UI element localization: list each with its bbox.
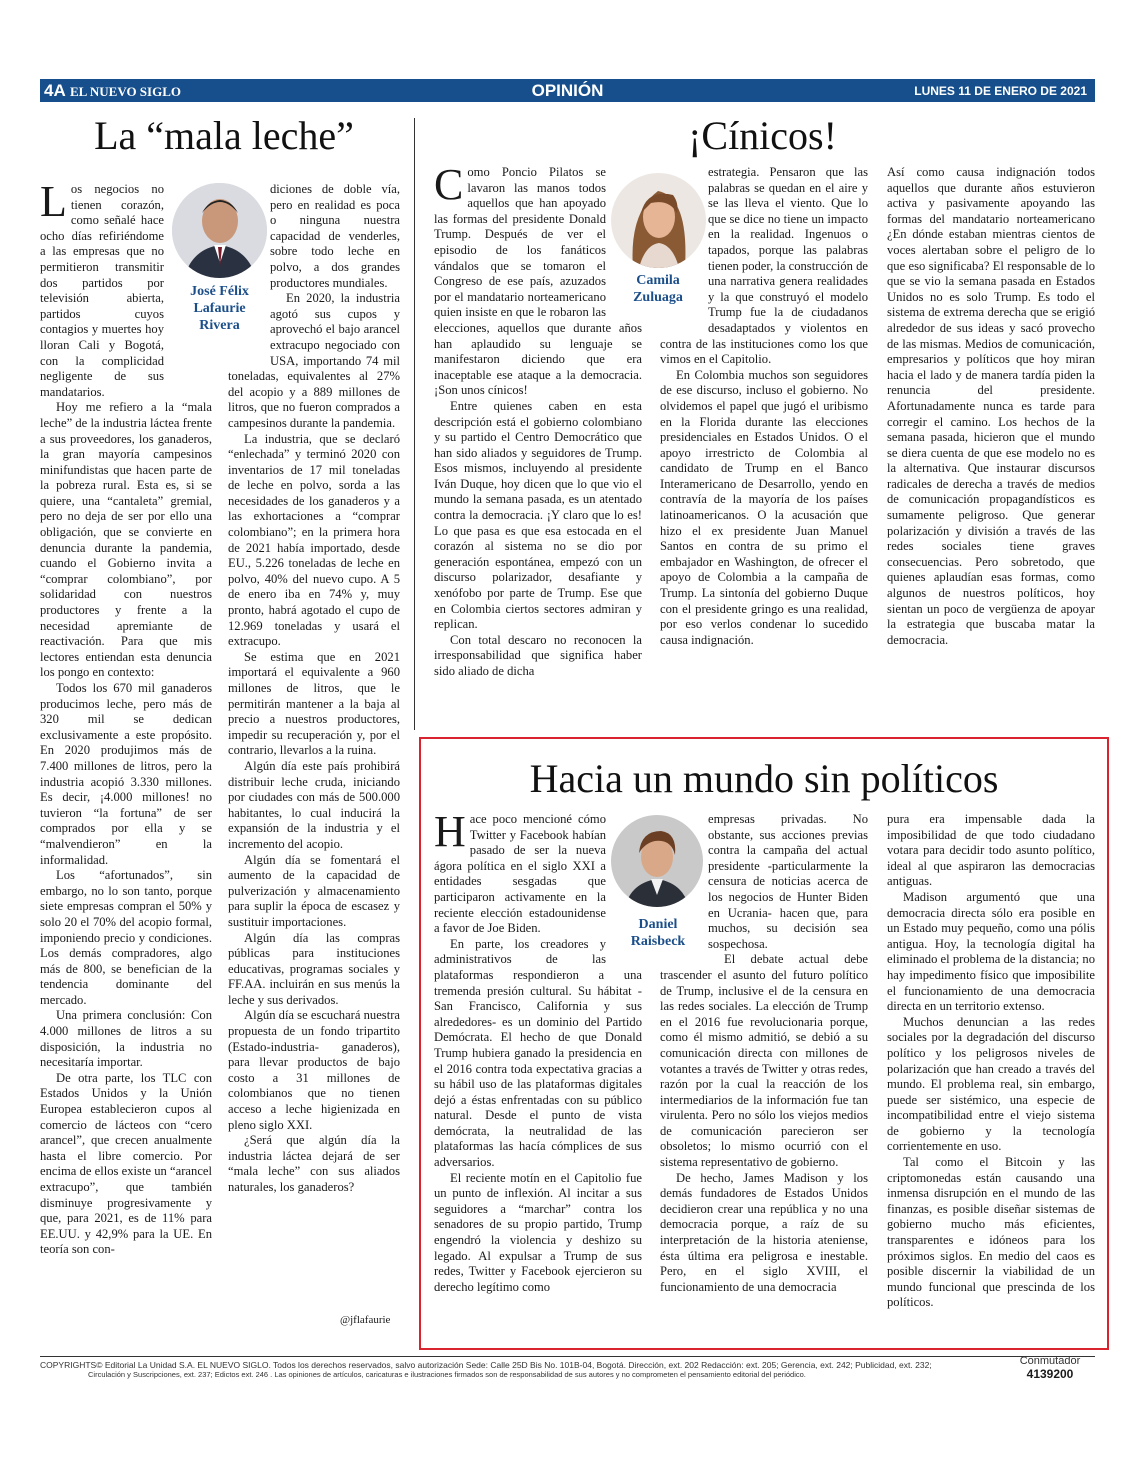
paragraph: En Colombia muchos son seguidores de ese discurso, incluso el gobierno. No olvidemos el papel que jugó el uribismo en la Florida durante las elecciones presidenciales en Estados Unidos. O el apoyo irrestricto de Colombia al candidato de Trump en el Banco Interamericano de Desarrollo, yendo en contravía de la mayoría de los países latinoamericanos. O la acusación que hizo el ex presidente Juan Manuel Santos en contra de su primo el embajador en Washington, de ofrecer el apoyo de Colombia a la campaña de Trump. La sintonía del gobierno Duque con el presidente gringo es una realidad, por eso verlos condenar lo sucedido causa indignación. [660, 367, 868, 647]
paragraph: Como Poncio Pilatos se lavaron las manos todos aquellos que han apoyado las formas del presidente Donald Trump. Después de ver el episodio de los fanáticos vándalos que se tomaron el Congreso de ese país, azuzados por el mandatario norteamericano quien insiste en que le robaron las elecciones, aquellos que durante años han aplaudido su lenguaje se manifestaron diciendo que era inaceptable ese ataque a la democracia. ¡Son unos cínicos! [434, 165, 642, 398]
paragraph: Entre quienes caben en esta descripción está el gobierno colombiano y su partido el Centro Democrático que han sido aliados y seguidores de Trump. Esos mismos, incluyendo al presidente Iván Duque, hoy dicen que lo que vio el mundo la semana pasada, es un atentado contra la democracia. ¡Y claro que lo es! Lo que pasa es que esa estocada en el corazón al sistema no se dio por generación espontánea, empezó con un discurso polarizador, desafiante y xenófobo por parte de Trump. Ese que en Colombia ciertos sectores admiran y replican. [434, 398, 642, 632]
section-title: OPINIÓN [531, 81, 604, 100]
paragraph: La industria, que se declaró “enlechada” y terminó 2020 con inventarios de 17 mil toneladas de leche en polvo, sorda a las necesidades de los ganaderos y a las exhortaciones a “comprar colombiano”; en la primera hora de 2021 había importado, desde EU., 5.226 toneladas de leche en polvo, 40% del nuevo cupo. A 5 de enero iba en 74% y, muy pronto, habrá agotado el cupo de 12.969 toneladas y usará el extracupo. [228, 431, 400, 649]
article-3-column-3 [887, 812, 1095, 1332]
paragraph: En 2020, la industria agotó sus cupos y aprovechó el bajo arancel extracupo negociado con USA, importando 74 mil toneladas, equivalentes al 27% del acopio y a 889 millones de litros, que no fueron comprados a campesinos durante la pandemia. [228, 291, 400, 430]
paragraph: Así como causa indignación todos aquellos que durante años estuvieron activa y pasivamente apoyando las formas del mandatario norteamericano ¿En dónde estaban mientras cientos de voces alertaban sobre el peligro de lo que eso significaba? El responsable de lo que se vio la semana pasada en Estados Unidos no es solo Trump. Es todo el sistema de extrema derecha que se erigió alrededor de sus ideas y sacó provecho de las mismas. Medios de comunicación, empresarios y políticos que hoy miran hacia el lado y de manera tardía piden la renuncia del presidente. Afortunadamente nunca es tarde para corregir el camino. Los hechos de la semana pasada, hicieron que el mundo se diera cuenta de que ese modelo no es la alternativa. Que instaurar discursos radicales de derecha a través de medios de comunicación propagandísticos es sumamente peligroso. Que generar polarización y división a través de las redes sociales tiene graves consecuencias. Pero sobretodo, que quienes aplaudían esas formas, como algunos de nuestros políticos, hoy sientan un poco de vergüenza de apoyar la estrategia que buscaba matar la democracia. [887, 165, 1095, 647]
paragraph: Hace poco mencioné cómo Twitter y Facebook habían pasado de ser la nueva ágora política en el siglo XXI a entidades sesgadas que participaron activamente en la reciente elección estadounidense a favor de Joe Biden. [434, 812, 606, 936]
paragraph: De hecho, James Madison y los demás fundadores de Estados Unidos decidieron crear una república y no una democracia porque, a raíz de su interpretación de la historia ateniense, ésta última era peligrosa e inestable. Pero, en el siglo XVIII, el funcionamiento de una democracia [660, 1170, 868, 1294]
paragraph: Algún día las compras públicas para instituciones educativas, programas sociales y FF.AA. incluirán en sus menús la leche y sus derivados. [228, 930, 400, 1007]
footer-rule [40, 1356, 1095, 1357]
paragraph: Todos los 670 mil ganaderos producimos leche, pero más de 320 mil se dedican exclusivamente a este propósito. En 2020 produjimos más de 7.400 millones de litros, pero la industria acopió 3.330 millones. Es decir, ¡4.000 millones! no tuvieron “la fortuna” de ser comprados por ella y se “malvendieron” en la informalidad. [40, 681, 212, 867]
paragraph: Algún día este país prohibirá distribuir leche cruda, iniciando por ciudades con más de 500.000 habitantes, lo cual inducirá la expansión de la industria y el incremento del acopio. [228, 758, 400, 851]
paper-name: EL NUEVO SIGLO [70, 84, 181, 99]
paragraph: Los negocios no tienen corazón, como señalé hace ocho días refiriéndome a las empresas que no permitieron transmitir dos partidos por televisión abierta, partidos cuyos contagios y muertes hoy lloran Cali y Bogotá, con la complicidad negligente de sus mandatarios. [40, 182, 164, 399]
paragraph: Hoy me refiero a la “mala leche” de la industria láctea frente a sus proveedores, los ganaderos, la gran mayoría campesinos minifundistas que hacen parte de la pobreza rural. Esta es, si se quiere, una “cantaleta” gremial, pero no deja de ser por ello una obligación, que se convierte en denuncia durante la pandemia, cuando el Gobierno invita a “comprar colombiano”, por solidaridad con nuestros productores y frente a la necesidad apremiante de reactivación. Para que mis lectores entiendan esta denuncia los pongo en contexto: [40, 400, 212, 680]
article-3-col3-text [887, 812, 1095, 1311]
article-3-title: Hacia un mundo sin políticos [529, 756, 999, 801]
photo-wrap-space [164, 182, 212, 378]
article-2-title: ¡Cínicos! [688, 113, 837, 158]
author-name-raisbeck: Daniel Raisbeck [630, 917, 686, 949]
column-divider [414, 118, 415, 730]
switchboard-number: 4139200 [1026, 1367, 1074, 1381]
article-3-column-2 [660, 812, 868, 1332]
paragraph: El debate actual debe trascender el asunto del futuro político de Trump, inclusive el de la censura en las redes sociales. La elección de Trump en el 2016 fue revolucionaria porque, como él mismo admitió, se debió a su comunicación directa con millones de votantes a través de Twitter y otras redes, razón por la cual la reacción de los intermediarios de la información fue tan virulenta. Pero no sólo los viejos medios de comunicación parecieron ser obsoletos; lo mismo ocurrió con el sistema representativo de gobierno. [660, 952, 868, 1170]
switchboard-label: Conmutador [1019, 1355, 1081, 1367]
paragraph: Muchos denuncian a las redes sociales por la degradación del discurso político y los peligrosos niveles de polarización que han creado a través del mundo. El problema real, sin embargo, puede ser sistémico, una especie de incompatibilidad entre el viejo sistema de gobierno y la tecnología corrientemente en uso. [887, 1014, 1095, 1154]
paragraph: De otra parte, los TLC con Estados Unidos y la Unión Europea establecieron cupos al comercio de lácteos con “cero arancel”, que crecen anualmente hasta el libre comercio. Por encima de ellos existe un “arancel extracupo”, que también disminuye progresivamente y que, para 2021, es de 11% para EE.UU. y 42,9% para la UE. En teoría son con- [40, 1070, 212, 1257]
paragraph: Con total descaro no reconocen la irresponsabilidad que significa haber sido aliado de dicha [434, 632, 642, 678]
paragraph: Madison argumentó que una democracia directa sólo era posible en un Estado muy pequeño, como una pólis antigua. Hoy, la tecnología digital ha eliminado el problema de la distancia; no hay impedimento físico que imposibilite el funcionamiento de una democracia directa en un territorio extenso. [887, 889, 1095, 1014]
page-number: 4A [44, 81, 66, 100]
issue-date: LUNES 11 DE ENERO DE 2021 [914, 84, 1087, 98]
footer-line-1: COPYRIGHTS© Editorial La Unidad S.A. EL NUEVO SIGLO. Todos los derechos reservados, salvo autorización Sede: Calle 25D Bis No. 101B-04, Bogotá. Dirección, ext. 202 Redacción: ext. 205; Gerencia, ext. 242; Publicidad, ext. 232; [40, 1360, 932, 1370]
copyright-notice [40, 1360, 1000, 1380]
article-1-column-2 [228, 182, 400, 1312]
photo-wrap-space [228, 182, 270, 366]
article-3-column-1 [434, 812, 642, 1332]
paragraph: Tal como el Bitcoin y las criptomonedas están causando una inmensa disrupción en el mundo de las finanzas, es posible diseñar sistemas de gobierno mucho más eficientes, transparentes e idóneos para los próximos siglos. En medio del caos es posible discernir la viabilidad de un mundo funcional que prescinda de los políticos. [887, 1155, 1095, 1310]
paragraph: El reciente motín en el Capitolio fue un punto de inflexión. Al incitar a sus seguidores a “marchar” contra los senadores de su propio partido, Trump engendró la violencia y deshizo su legado. Al expulsar a Trump de sus redes, Twitter y Facebook ejercieron su derecho legítimo como [434, 1170, 642, 1294]
paragraph: estrategia. Pensaron que las palabras se quedan en el aire y se las lleva el viento. Que lo que se dice no tiene un impacto en la realidad. Ingenuos o tapados, porque las palabras tienen poder, la construcción de una narrativa genera realidades y la que construyó el modelo Trump fue la de ciudadanos desadaptados y violentos en contra de las instituciones como los que vimos en el Capitolio. [660, 165, 868, 367]
paragraph: ¿Será que algún día la industria láctea dejará de ser “mala leche” con sus aliados naturales, los ganaderos? [228, 1133, 400, 1194]
photo-wrap-space [660, 812, 708, 954]
paragraph: Una primera conclusión: Con 4.000 millones de litros a su disposición, la industria no necesitaría importar. [40, 1008, 212, 1070]
article-2-column-3 [887, 165, 1095, 717]
author-signature: @jflafaurie [340, 1314, 391, 1326]
paragraph: diciones de doble vía, pero en realidad es poca o ninguna nuestra capacidad de venderles, sobre todo leche en polvo, a dos grandes productores mundiales. [270, 182, 400, 290]
switchboard [1005, 1355, 1095, 1381]
article-2-column-2 [660, 165, 868, 717]
article-2-column-1 [434, 165, 642, 717]
footer-line-2: Circulación y Suscripciones, ext. 237; Edictos ext. 246 . Las opiniones de artículos, caricaturas e ilustraciones firmados son de responsabilidad de sus autores y no comprometen el pensamiento editorial del periódico. [88, 1370, 806, 1379]
article-2-col3-text [887, 165, 1095, 648]
paragraph: Se estima que en 2021 importará el equivalente a 960 millones de litros, que le permitirán mantener a la baja al precio a nuestros productores, impedir su recuperación y, por el contrario, llevarlos a la ruina. [228, 649, 400, 758]
paragraph: empresas privadas. No obstante, sus acciones previas contra la campaña del actual presidente -particularmente la censura de noticias acerca de los negocios de Hunter Biden en Ucrania- hacen que, para muchos, su decisión sea sospechosa. [708, 812, 868, 951]
photo-wrap-space [606, 165, 642, 307]
photo-wrap-space [606, 812, 642, 954]
paragraph: pura era impensable dada la imposibilidad de que todo ciudadano votara para decidir todo asunto político, ideal al que aspiraron las democracias antiguas. [887, 812, 1095, 889]
author-name-lafaurie: José Félix Lafaurie Rivera [190, 284, 249, 333]
article-1-column-1 [40, 182, 212, 1330]
paragraph: En parte, los creadores y administrativos de las plataformas respondieron a una tremenda presión cultural. Su hábitat -San Francisco, California y sus alrededores- es un dominio del Partido Demócrata. El hecho de que Donald Trump hubiera ganado la presidencia en el 2016 contra toda expectativa gracias a su hábil uso de las plataformas digitales dejó a éstas enfrentadas con su público natural. Desde el punto de vista demócrata, la neutralidad de las plataformas las hacía cómplices de sus adversarios. [434, 936, 642, 1170]
article-1-title: La “mala leche” [94, 113, 354, 158]
paragraph: Algún día se fomentará el aumento de la capacidad de pulverización y almacenamiento para suplir la época de escasez y sustituir importaciones. [228, 852, 400, 929]
page-header-bar [40, 79, 1095, 102]
author-name-zuluaga: Camila Zuluaga [633, 273, 683, 305]
photo-wrap-space [660, 165, 708, 335]
paragraph: Los “afortunados”, sin embargo, no lo son tanto, porque siete empresas compran el 50% y solo 20 el 70% del acopio formal, imponiendo precio y condiciones. Los demás compradores, algo más de 800, se benefician de la tendencia dominante del mercado. [40, 868, 212, 1007]
paragraph: Algún día se escuchará nuestra propuesta de un fondo tripartito (Estado-industria- ganaderos), para llevar productos de bajo costo a 31 millones de colombianos que no tienen acceso a leche higienizada en pleno siglo XXI. [228, 1008, 400, 1132]
